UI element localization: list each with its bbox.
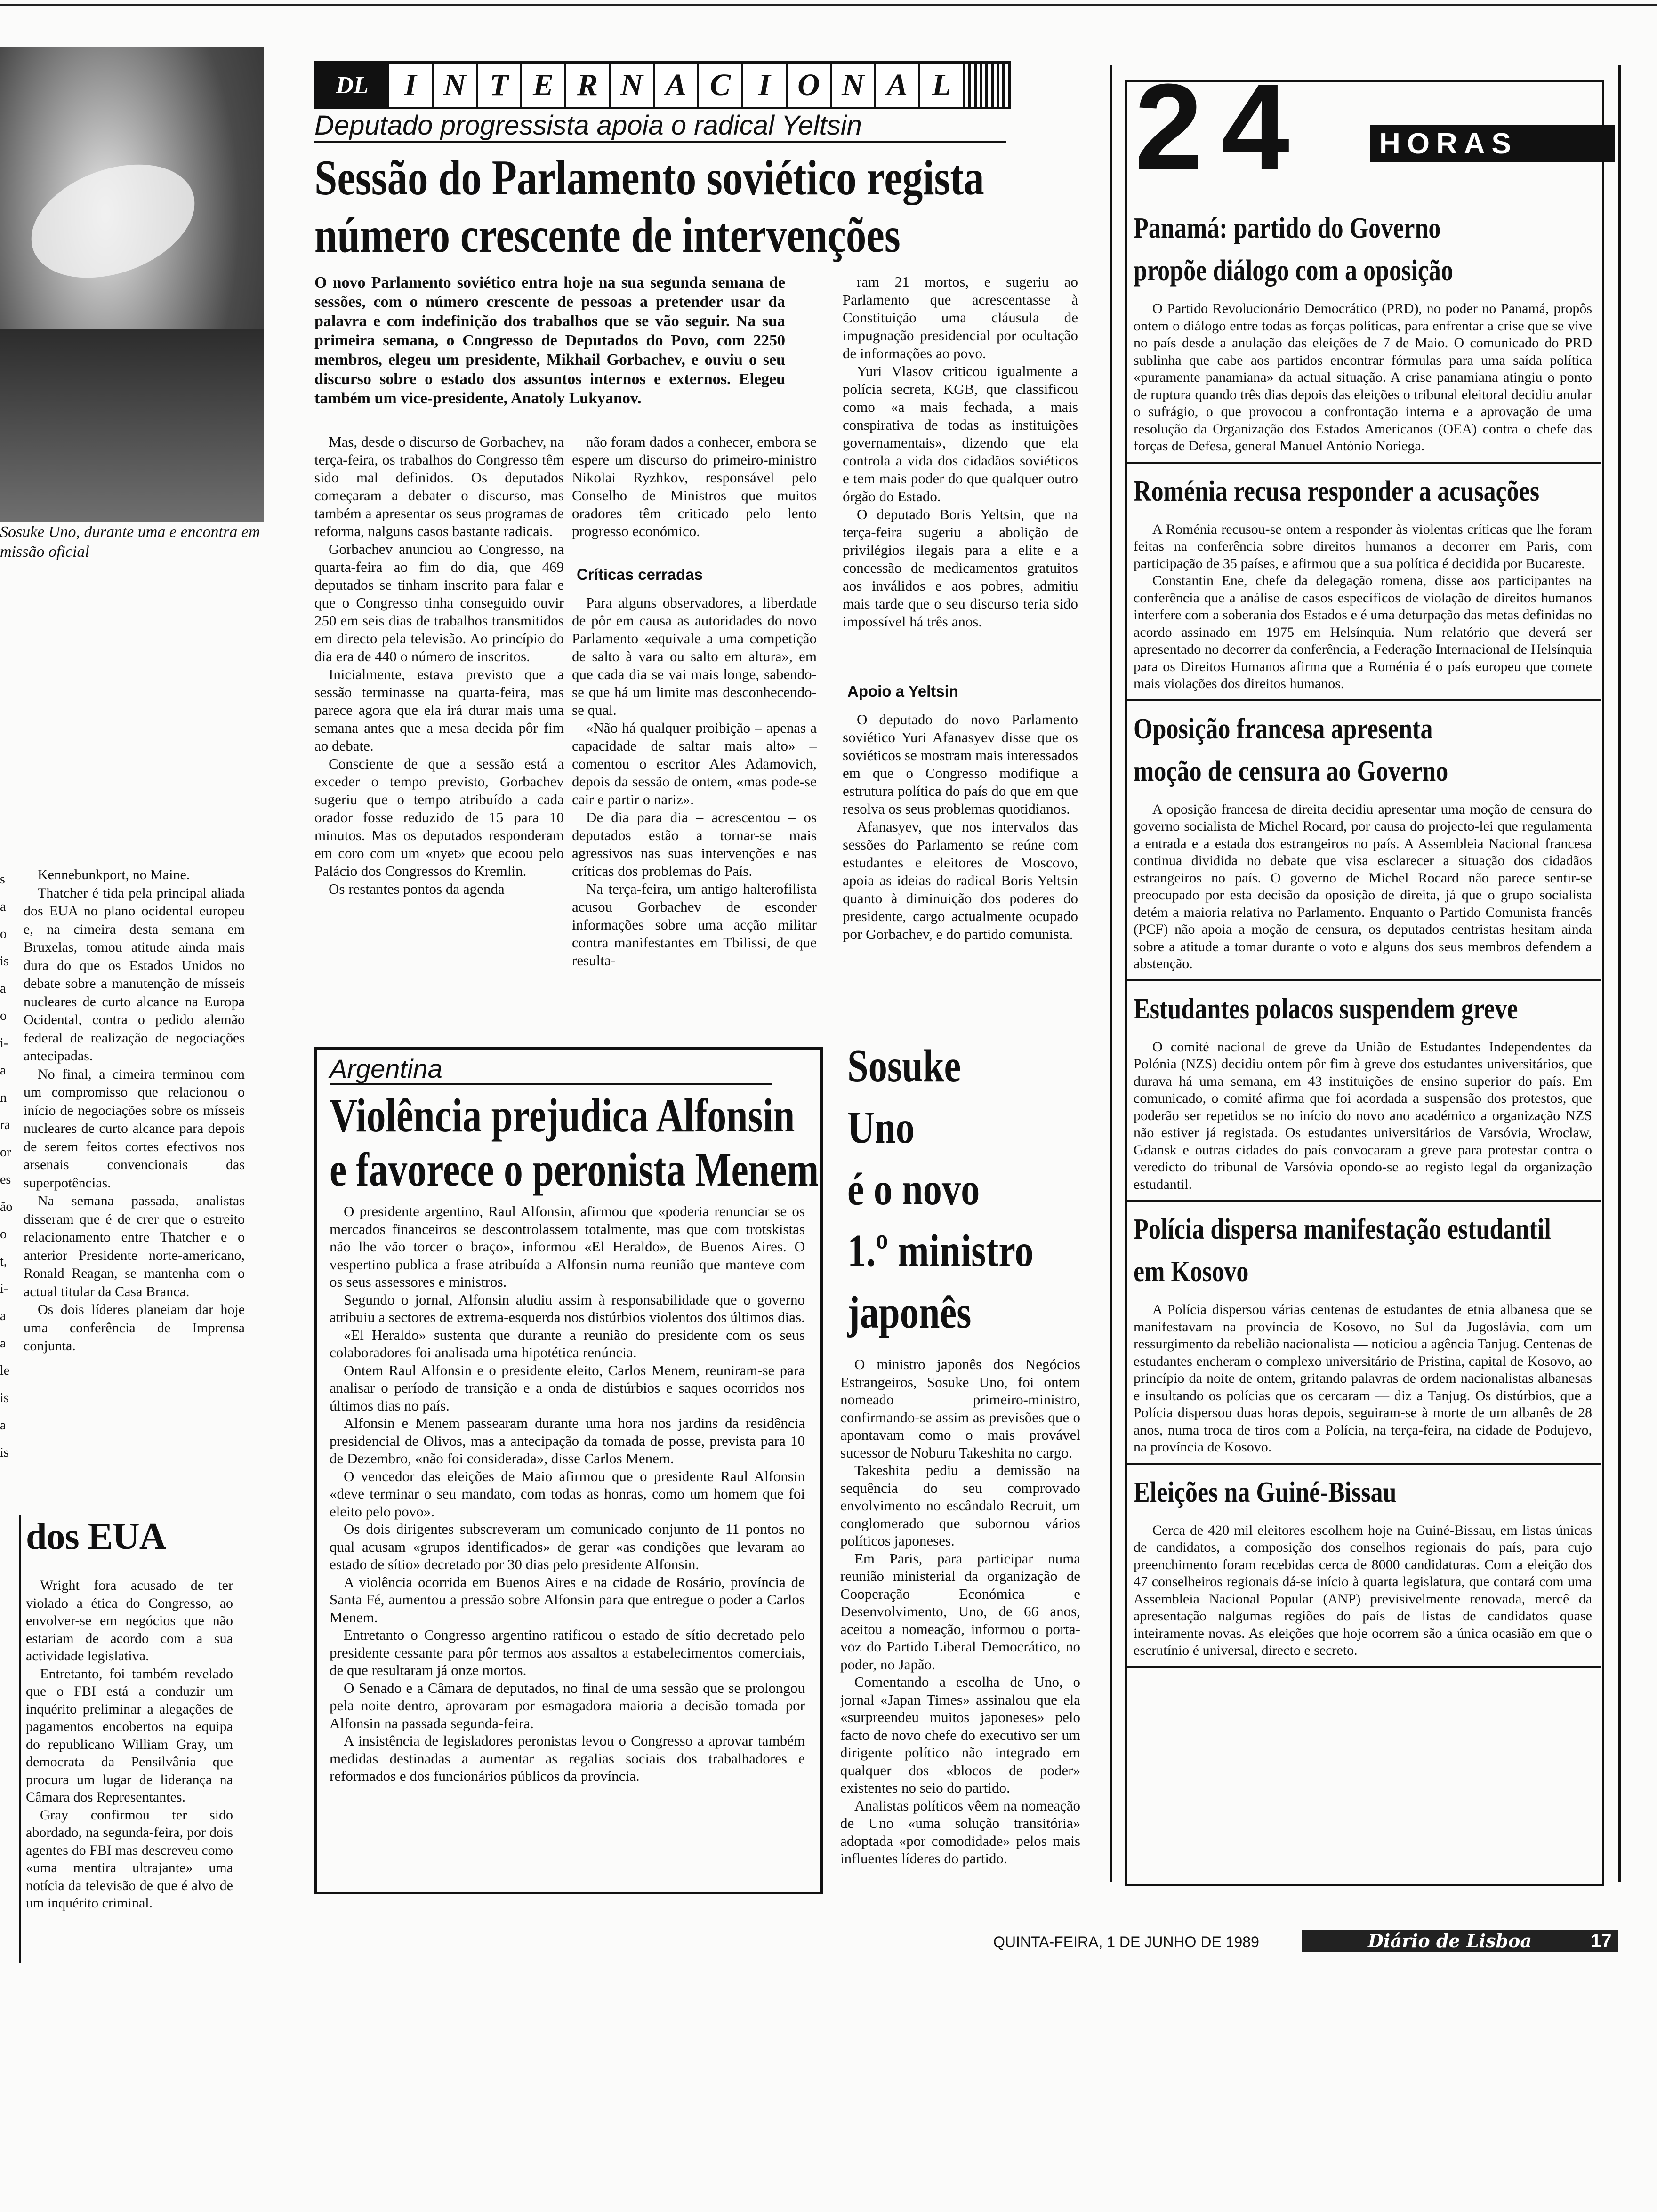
main-column-3b <box>843 711 1078 943</box>
edge-fragment: t, <box>0 1254 7 1269</box>
brief-body: A oposição francesa de direita decidiu apresentar uma moção de censura do governo socialista de Michel Rocard, por causa do projecto-lei que regulamenta a entrada e a estada dos estrangeiros no país. A Assembleia Nacional francesa continua dividida no debate que visa esclarecer a situação dos cidadãos estrangeiros no país. O governo de Michel Rocard não parece sentir-se preocupado por esta decisão da oposição de direita, já que o grupo socialista detém a maioria relativa no Parlamento. Enquanto o Partido Comunista francês (PCF) não apoia a moção de censura, os deputados centristas hesitam ainda sobre a atitude a tomar durante o voto e alguns dos seus membros defendem a abstenção. <box>1134 801 1592 971</box>
brief-body: O Partido Revolucionário Democrático (PRD), no poder no Panamá, propôs ontem o diálogo entre todas as forças políticas, para enfrentar a crise que se vive no país desde a anulação das eleições de 7 de Maio. O comunicado do PRD sublinha que cabe aos partidos encontrar fórmulas para uma saída política «puramente panamiana» da actual situação. A crise panamiana atingiu o ponto de ruptura quando três dias depois das eleições o tribunal eleitoral decidiu anular o sufrágio, o que provocou a confrontação interna e a aprovação de uma resolução da Organização dos Estados Americanos (OEA) contra o chefe das forças de Defesa, general Manuel António Noriega. <box>1134 301 1592 454</box>
section-title <box>387 64 963 107</box>
paragraph: não foram dados a conhecer, embora se espere um discurso do primeiro-ministro Nikolai Ryzhkov, responsável pelo Conselho de Ministros que muitos oradores têm criticado pelo lento progresso económico. <box>572 433 817 539</box>
paragraph: Na semana passada, analistas disseram que é de crer que o estreito relacionamento entre Thatcher e o anterior Presidente norte-americano, Ronald Reagan, se mantenha com o actual titular da Casa Branca. <box>24 1193 245 1299</box>
uno-headline-line: Sosuke <box>847 1041 961 1091</box>
uno-body <box>840 1355 1080 1867</box>
main-column-2b <box>572 594 817 970</box>
paragraph: Alfonsin e Menem passearam durante uma hora nos jardins da residência presidencial de Olivos, mas a antecipação da tomada de posse, prevista para 10 de Dezembro, «não foi considerada», disse Carlos Menem. <box>330 1415 805 1467</box>
dl-logo: DL <box>317 64 387 107</box>
paragraph: ram 21 mortos, e sugeriu ao Parlamento que acrescentasse à Constituição uma cláusula de impugnação presidencial por ocultação de informações ao povo. <box>843 273 1078 361</box>
edge-fragment: o <box>0 927 7 941</box>
top-rule <box>0 4 1657 6</box>
edge-fragment: a <box>0 1309 6 1323</box>
section-letter: L <box>918 64 963 107</box>
brief-headline: Oposição francesa apresenta <box>1134 713 1433 745</box>
paragraph: Na terça-feira, um antigo halterofilista acusou Gorbachev de esconder informações sobre uma acção militar contra manifestantes em Tbilissi, de que resulta- <box>572 881 817 969</box>
edge-fragment: is <box>0 954 9 969</box>
photo-sosuke-uno <box>0 47 264 522</box>
edge-fragment: ão <box>0 1200 13 1214</box>
brief-headline: moção de censura ao Governo <box>1134 755 1448 787</box>
edge-fragment: a <box>0 899 6 914</box>
main-column-2a <box>572 433 817 540</box>
edge-fragment: a <box>0 981 6 996</box>
news-brief <box>1125 1471 1601 1668</box>
main-headline-line1: Sessão do Parlamento soviético regista <box>314 150 984 205</box>
edge-fragment: a <box>0 1063 6 1078</box>
paragraph: Segundo o jornal, Alfonsin aludiu assim à responsabilidade que o governo atribuiu a sectores de extrema-esquerda nos distúrbios violentos dos últimos dias. <box>330 1291 805 1325</box>
edge-fragment: le <box>0 1363 10 1378</box>
main-kicker: Deputado progressista apoia o radical Yeltsin <box>314 111 1006 143</box>
paragraph: Takeshita pediu a demissão na sequência do seu comprovado envolvimento no escândalo Recruit, um conglomerado que subornou vários políticos japoneses. <box>840 1462 1080 1549</box>
news-brief <box>1125 470 1601 701</box>
argentina-kicker: Argentina <box>330 1054 772 1085</box>
paragraph: O vencedor das eleições de Maio afirmou que o presidente Raul Alfonsin «deve terminar o seu mandato, com todas as honras, como um homem que foi eleito pelo povo». <box>330 1467 805 1520</box>
edge-fragment: a <box>0 1418 6 1433</box>
section-letter: I <box>387 64 432 107</box>
photo-caption: Sosuke Uno, durante uma e encontra em missão oficial <box>0 523 260 561</box>
news-brief <box>1125 1208 1601 1465</box>
edge-fragment: s <box>0 872 5 887</box>
argentina-body <box>330 1202 805 1785</box>
24-horas-number: 24 <box>1134 59 1309 195</box>
paragraph: Thatcher é tida pela principal aliada dos EUA no plano ocidental europeu e, na cimeira desta semana em Bruxelas, tomou atitude ainda mais dura do que os Estados Unidos no debate sobre a manutenção de mísseis nucleares de curto alcance na Europa Ocidental, contra o pedido alemão federal de realização de negociações antecipadas. <box>24 885 245 1064</box>
edge-fragment: es <box>0 1172 11 1187</box>
paragraph: Yuri Vlasov criticou igualmente a polícia secreta, KGB, que classificou como «a mais fechada, a mais conspirativa de todas as instituições governamentais», dizendo que ela controla a vida dos cidadãos soviéticos e tem mais poder do que qualquer outro órgão do Estado. <box>843 363 1078 505</box>
paragraph: O deputado Boris Yeltsin, que na terça-feira sugeriu a abolição de privilégios ilegais para a elite e a concessão de medicamentos gratuitos aos inválidos e aos pobres, admitiu mais tarde que o seu discurso teria sido impossível há três anos. <box>843 506 1078 630</box>
subhead-criticas: Críticas cerradas <box>577 566 703 583</box>
brief-body: O comité nacional de greve da União de Estudantes Independentes da Polónia (NZS) decidiu ontem pôr fim à greve dos estudantes universitários, que durava há uma semana, em 43 instituições de ensino superior do país. Em comunicado, o comité afirma que foi acordada a suspensão dos protestos, que poderão ser repetidos se no início do novo ano académico a organização NZS não estiver já registada. Os estudantes universitários de Varsóvia, Wroclaw, Gdansk e outras cidades do país convocaram a greve para protestar contra o veredicto do tribunal de Varsóvia opondo-se ao registo legal da organização estudantil. <box>1134 1039 1592 1192</box>
left-edge-fragments <box>0 871 19 1471</box>
paragraph: «Não há qualquer proibição – apenas a capacidade de saltar mais alto» – comentou o escritor Ales Adamovich, depois da sessão de ontem, «mas pode-se cair e partir o nariz». <box>572 720 817 808</box>
edge-fragment: or <box>0 1145 11 1160</box>
left-article-column <box>24 866 245 1355</box>
main-headline-line2: número crescente de intervenções <box>314 208 901 263</box>
paragraph: O ministro japonês dos Negócios Estrangeiros, Sosuke Uno, foi ontem nomeado primeiro-ministro, confirmando-se assim as previsões que o apontavam como o mais provável sucessor de Noburu Takeshita no cargo. <box>840 1356 1080 1461</box>
paragraph: Entretanto o Congresso argentino ratificou o estado de sítio decretado pelo presidente cessante para pôr termos aos assaltos a estabelecimentos comerciais, de que resultaram já onze mortos. <box>330 1627 805 1678</box>
section-letter: T <box>476 64 520 107</box>
24-horas-label: HORAS <box>1370 125 1615 162</box>
brief-headline: propõe diálogo com a oposição <box>1134 255 1454 287</box>
edge-fragment: is <box>0 1445 9 1460</box>
left-article-column-b <box>26 1577 233 1912</box>
paragraph: «El Heraldo» sustenta que durante a reunião do presidente com os seus colaboradores foi analisada uma hipotética renúncia. <box>330 1326 805 1361</box>
left-headline: dos EUA <box>26 1516 166 1557</box>
brief-headline: Polícia dispersa manifestação estudantil <box>1134 1213 1551 1245</box>
left-column-divider <box>19 1515 21 1963</box>
paragraph: Consciente de que a sessão está a exceder o tempo previsto, Gorbachev sugeriu que o tempo atribuído a cada orador fosse reduzido de 15 para 10 minutos. Mas os deputados responderam em coro com um «nyet» que ecoou pelo Palácio dos Congressos do Kremlin. <box>314 755 564 879</box>
footer-page-number: 17 <box>1584 1930 1618 1952</box>
paragraph: Os restantes pontos da agenda <box>329 881 505 897</box>
argentina-headline-line2: e favorece o peronista Menem <box>330 1143 819 1196</box>
edge-fragment: a <box>0 1336 6 1351</box>
paragraph: No final, a cimeira terminou com um compromisso que relacionou o início de negociações sobre os mísseis nucleares de curto alcance para depois de serem feitos cortes efectivos nos arsenais convencionais das superpotências. <box>24 1066 245 1191</box>
main-column-3a <box>843 273 1078 631</box>
section-header-internacional <box>314 61 1011 109</box>
edge-fragment: i- <box>0 1282 8 1296</box>
section-letter: I <box>741 64 786 107</box>
edge-fragment: i- <box>0 1036 8 1050</box>
section-letter: R <box>564 64 609 107</box>
photo-shadow <box>0 329 264 522</box>
edge-fragment: o <box>0 1009 7 1023</box>
edge-fragment: o <box>0 1227 7 1242</box>
paragraph: O presidente argentino, Raul Alfonsin, afirmou que «poderia renunciar se os mercados financeiros se descontrolassem totalmente, mas que com trotskistas não lhe vão torcer o braço», informou «El Heraldo», de Buenos Aires. O vespertino publica a frase atribuída a Alfonsin numa reunião que manteve com os seus assessores e ministros. <box>330 1203 805 1290</box>
news-brief <box>1125 708 1601 981</box>
paragraph: De dia para dia – acrescentou – os deputados estão a tornar-se mais agressivos nas suas intervenções e nas críticas dos problemas do País. <box>572 809 817 879</box>
paragraph: Analistas políticos vêem na nomeação de Uno «uma solução transitória» adoptada «por comodidade» pelos mais influentes líderes do partido. <box>840 1797 1080 1867</box>
paragraph: Para alguns observadores, a liberdade de pôr em causa as autoridades do novo Parlamento «equivale a uma competição de salto à vara ou salto em altura», em que cada dia se vai mais longe, sabendo-se que há um limite mas desconhecendo-se qual. <box>572 594 817 718</box>
brief-body: A Polícia dispersou várias centenas de estudantes de etnia albanesa que se manifestavam na província de Kosovo, no Sul da Jugoslávia, com um ressurgimento da rebelião nacionalista — noticiou a agência Tanjug. Centenas de estudantes encheram o complexo universitário de Pristina, capital de Kosovo, ao princípio da noite de ontem, gritando palavras de ordem nacionalistas albanesas e insultando os polícias que os cercaram — diz a Tanjug. Os distúrbios, que a Polícia dispersou duas horas depois, seguiram-se à morte de um albanês de 28 anos, numa troca de tiros com a Polícia, na terça-feira, na cidade de Podujevo, na província de Kosovo. <box>1134 1302 1592 1455</box>
uno-headline-line: Uno <box>847 1102 915 1153</box>
news-brief <box>1125 988 1601 1202</box>
argentina-headline-line1: Violência prejudica Alfonsin <box>330 1089 795 1142</box>
brief-headline: Eleições na Guiné-Bissau <box>1134 1476 1397 1508</box>
paragraph: Wright fora acusado de ter violado a ética do Congresso, ao envolver-se em negócios que não estariam de acordo com a sua actividade legislativa. <box>26 1578 233 1664</box>
section-letter: E <box>520 64 564 107</box>
section-letter: A <box>874 64 918 107</box>
paragraph: Gray confirmou ter sido abordado, na segunda-feira, por dois agentes do FBI mas descreveu como «uma mentira ultrajante» uma notícia da televisão de que é alvo de um inquérito criminal. <box>26 1807 233 1911</box>
uno-headline-line: é o novo <box>847 1164 980 1215</box>
main-lead: O novo Parlamento soviético entra hoje na sua segunda semana de sessões, com o número crescente de pessoas a pretender usar da palavra e com indefinição dos trabalhos que se vão seguir. Na sua primeira semana, o Congresso de Deputados do Povo, com 2250 membros, elegeu um presidente, Mikhail Gorbachev, e ouviu o seu discurso sobre o estado dos assuntos internos e externos. Elegeu também um vice-presidente, Anatoly Lukyanov. <box>314 274 785 407</box>
paragraph: O Senado e a Câmara de deputados, no final de uma sessão que se prolongou pela noite dentro, aprovaram por esmagadora maioria a decisão tomada por Alfonsin na passada segunda-feira. <box>330 1679 805 1731</box>
brief-headline: Estudantes polacos suspendem greve <box>1134 993 1518 1025</box>
brief-body: Cerca de 420 mil eleitores escolhem hoje na Guiné-Bissau, em listas únicas de candidatos, a composição dos conselhos regionais do país, para cujo preenchimento foram recebidas cerca de 8000 candidaturas. Com a eleição dos 47 conselheiros regionais dá-se início à quarta legislatura, que contará com uma Assembleia Nacional Popular (ANP) previsivelmente renovada, mercê da apresentação nalgumas regiões do país de listas de candidatos quase inteiramente novas. As eleições que hoje ocorrem são a única ocasião em que o escrutínio é universal, directo e secreto. <box>1134 1522 1592 1658</box>
paragraph: Entretanto, foi também revelado que o FBI está a conduzir um inquérito preliminar a alegações de pagamentos encobertos na equipa do republicano William Gray, um democrata da Pensilvânia que procura um lugar de liderança na Câmara dos Representantes. <box>26 1666 233 1805</box>
section-letter: A <box>653 64 697 107</box>
brief-headline: em Kosovo <box>1134 1256 1249 1288</box>
section-letter: N <box>432 64 476 107</box>
paragraph: Em Paris, para participar numa reunião ministerial da organização de Cooperação Económica e Desenvolvimento, Uno, de 66 anos, aceitou a nomeação, informou o porta-voz do Partido Liberal Democrático, no poder, no Japão. <box>840 1550 1080 1673</box>
uno-headline <box>847 1035 1064 1344</box>
brief-headline: Panamá: partido do Governo <box>1134 212 1441 244</box>
paragraph: Ontem Raul Alfonsin e o presidente eleito, Carlos Menem, reuniram-se para analisar o período de transição e a onda de distúrbios e saques ocorridos nos últimos dias no país. <box>330 1362 805 1414</box>
brief-headline: Roménia recusa responder a acusações <box>1134 475 1540 507</box>
paragraph: Gorbachev anunciou ao Congresso, na quarta-feira ao fim do dia, que 469 deputados se tinham inscrito para falar e que o Congresso tinha conseguido ouvir 250 em seis dias de trabalhos transmitidos em directo pela televisão. Ao princípio do dia era de 440 o número de inscritos. <box>314 541 564 665</box>
uno-headline-line: 1.º ministro <box>847 1226 1034 1276</box>
edge-fragment: n <box>0 1090 7 1105</box>
uno-headline-line: japonês <box>847 1287 972 1338</box>
edge-fragment: is <box>0 1391 9 1405</box>
photo-highlight <box>16 144 210 299</box>
brief-body: Constantin Ene, chefe da delegação romena, disse aos participantes na conferência que a análise de casos específicos de violação de direitos humanos interfere com a soberania dos Estados e é uma deturpação das metas definidas no acordo assinado em 1975 em Helsínquia. Num relatório que deverá ser apresentado no decorrer da conferência, a Federação Internacional de Helsínquia para os Direitos Humanos afirma que a Roménia é o país europeu que comete mais violações dos direitos humanos. <box>1134 573 1592 691</box>
paragraph: Os dois líderes planeiam dar hoje uma conferência de Imprensa conjunta. <box>24 1302 245 1354</box>
news-brief <box>1125 207 1601 464</box>
footer-date: QUINTA-FEIRA, 1 DE JUNHO DE 1989 <box>993 1933 1259 1950</box>
subhead-apoio-yeltsin: Apoio a Yeltsin <box>847 682 958 700</box>
section-letter: C <box>697 64 741 107</box>
section-letter: O <box>786 64 830 107</box>
section-letter: N <box>830 64 874 107</box>
paragraph: A violência ocorrida em Buenos Aires e na cidade de Rosário, província de Santa Fé, aumentou a pressão sobre Alfonsin para que entregue o poder a Carlos Menem. <box>330 1573 805 1626</box>
paragraph: Kennebunkport, no Maine. <box>38 867 190 882</box>
brief-body: A Roménia recusou-se ontem a responder às violentas críticas que lhe foram feitas na conferência sobre direitos humanos a decorrer em Paris, com participação de 35 países, e afirmou que a sua política é decidida por Bucareste. <box>1134 521 1592 571</box>
main-column-1 <box>314 433 564 898</box>
edge-fragment: ra <box>0 1118 10 1132</box>
paragraph: Afanasyev, que nos intervalos das sessões do Parlamento se reúne com estudantes e eleitores de Moscovo, apoia as ideias do radical Boris Yeltsin quanto à diminuição dos poderes do presidente, cargo actualmente ocupado por Gorbachev, e do partido comunista. <box>843 818 1078 942</box>
paragraph: A insistência de legisladores peronistas levou o Congresso a aprovar também medidas destinadas a aumentar as regalias sociais dos trabalhadores e reformados e dos funcionários públicos da província. <box>330 1732 805 1784</box>
paragraph: Os dois dirigentes subscreveram um comunicado conjunto de 11 pontos no qual acusam «grupos identificados» de gerar «as condições que levaram ao estado de sítio» decretado por 30 dias pelo presidente Alfonsin. <box>330 1521 805 1572</box>
footer-paper-name: Diário de Lisboa <box>1302 1930 1598 1952</box>
paragraph: Inicialmente, estava previsto que a sessão terminasse na quarta-feira, mas parece agora que ela irá durar mais uma semana antes que a mesa decida pôr fim ao debate. <box>314 666 564 754</box>
paragraph: Mas, desde o discurso de Gorbachev, na terça-feira, os trabalhos do Congresso têm sido mal definidos. Os deputados começaram a debater o discurso, mas também a apresentar os seus programas de reforma, nalguns casos bastante radicais. <box>314 433 564 539</box>
24-horas-stories <box>1125 207 1601 1675</box>
section-letter: N <box>609 64 653 107</box>
paragraph: O deputado do novo Parlamento soviético Yuri Afanasyev disse que os soviéticos se mostram mais interessados em que o Congresso modifique a estrutura política do país do que em que resolva os seus problemas quotidianos. <box>843 711 1078 817</box>
paragraph: Comentando a escolha de Uno, o jornal «Japan Times» assinalou que ela «surpreendeu muitos japoneses» pelo facto de novo chefe do executivo ser um dirigente político não integrado em qualquer dos «blocos de poder» existentes no seio do partido. <box>840 1674 1080 1796</box>
section-hatch <box>963 64 1009 107</box>
